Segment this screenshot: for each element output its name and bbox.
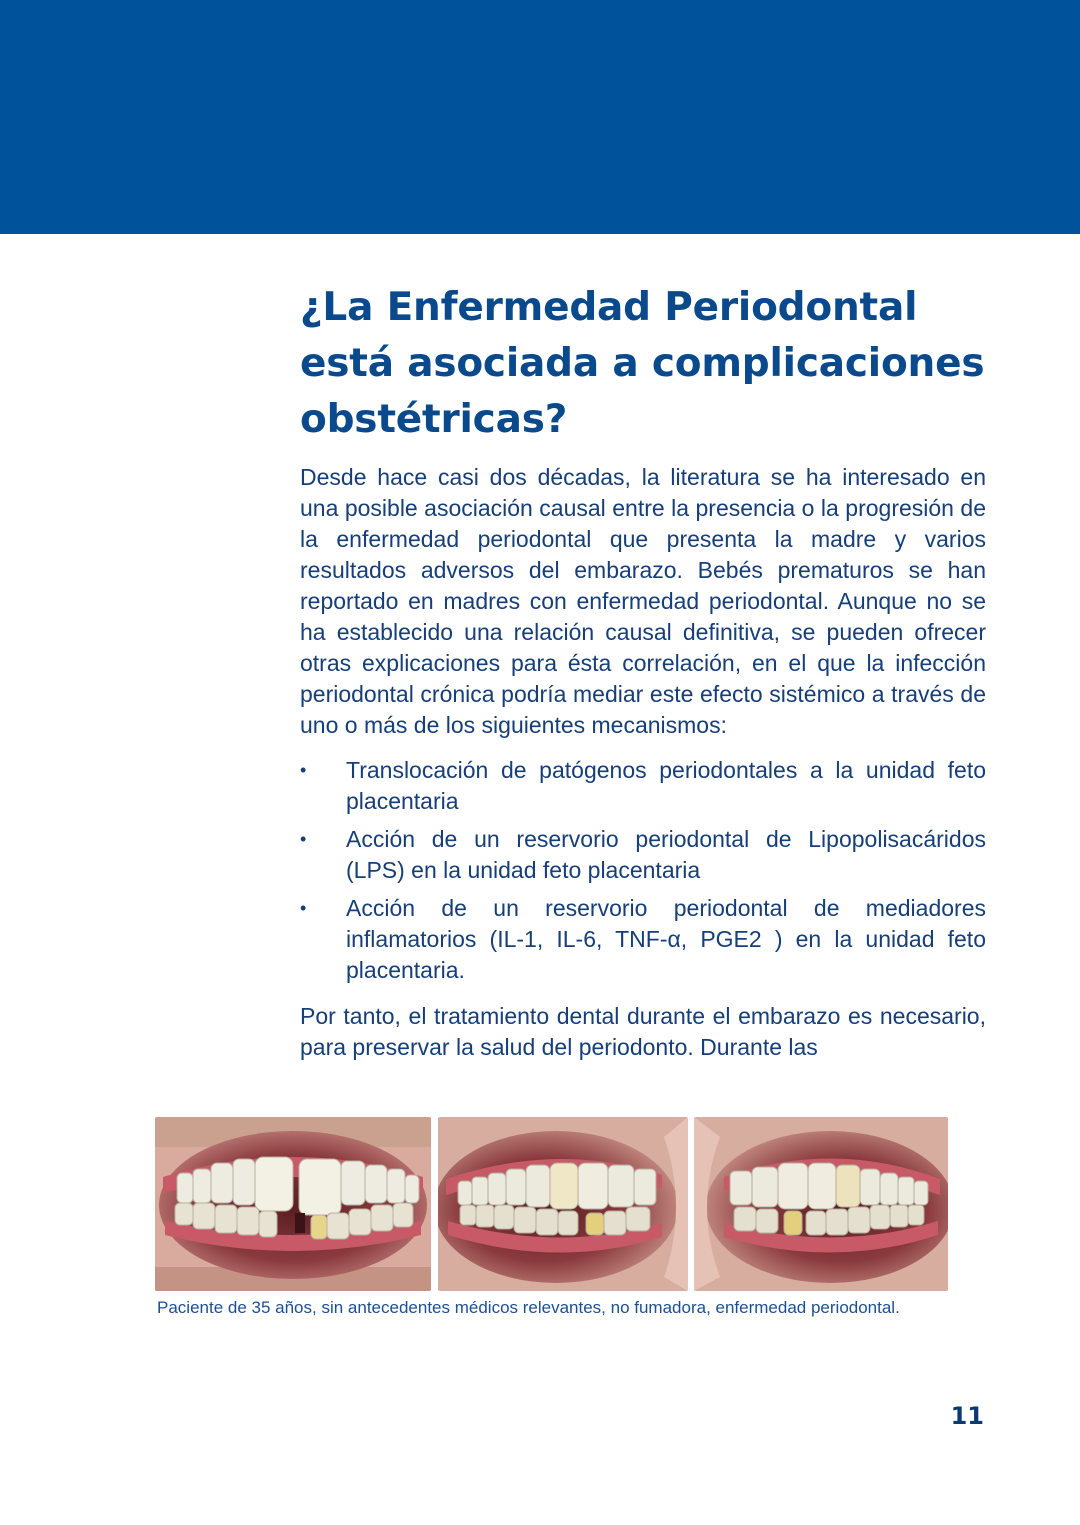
list-item-text: Acción de un reservorio periodontal de Lipopolisacáridos (LPS) en la unidad feto placentaria bbox=[346, 826, 986, 883]
list-item-text: Translocación de patógenos periodontales a la unidad feto placentaria bbox=[346, 757, 986, 814]
list-item bbox=[300, 893, 986, 986]
list-item bbox=[300, 755, 986, 817]
page-title: ¿La Enfermedad Periodontal está asociada a complicaciones obstétricas? bbox=[300, 285, 985, 442]
page-number: 11 bbox=[950, 1402, 984, 1430]
frontal-teeth-photo bbox=[155, 1117, 431, 1291]
bullet-marker: • bbox=[300, 829, 307, 849]
intro-paragraph: Desde hace casi dos décadas, la literatura se ha interesado en una posible asociación causal entre la presencia o la progresión de la enfermedad periodontal que presenta la madre y varios resultados adversos del embarazo. Bebés prematuros se han reportado en madres con enfermedad periodontal. Aunque no se ha establecido una relación causal definitiva, se pueden ofrecer otras explicaciones para ésta correlación, en el que la infección periodontal crónica podría mediar este efecto sistémico a través de uno o más de los siguientes mecanismos: bbox=[300, 464, 986, 738]
bullet-marker: • bbox=[300, 760, 307, 780]
left-lateral-teeth-photo bbox=[694, 1117, 948, 1291]
list-item bbox=[300, 824, 986, 886]
closing-paragraph: Por tanto, el tratamiento dental durante el embarazo es necesario, para preservar la salud del periodonto. Durante las bbox=[300, 1003, 986, 1060]
right-lateral-teeth-photo bbox=[438, 1117, 688, 1291]
bullet-marker: • bbox=[300, 898, 307, 918]
header-band bbox=[0, 0, 1080, 234]
body-text bbox=[300, 462, 986, 1063]
photo-caption: Paciente de 35 años, sin antecedentes médicos relevantes, no fumadora, enfermedad periodontal. bbox=[157, 1298, 900, 1317]
list-item-text: Acción de un reservorio periodontal de mediadores inflamatorios (IL-1, IL-6, TNF-α, PGE2 ) en la unidad feto placentaria. bbox=[346, 895, 986, 983]
mechanisms-list bbox=[300, 755, 986, 986]
